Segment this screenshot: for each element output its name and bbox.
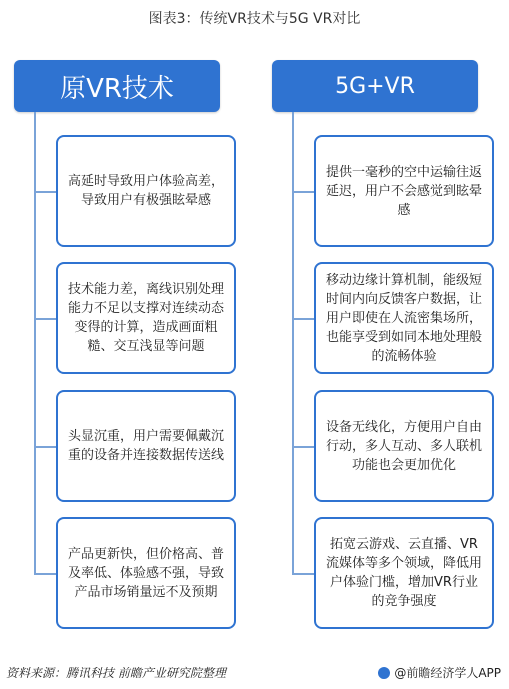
right-card-1	[314, 135, 494, 247]
right-card-text: 设备无线化，方便用户自由行动，多人互动、多人联机功能也会更加优化	[325, 419, 482, 473]
left-card-1	[56, 135, 236, 247]
left-connector-branch	[34, 446, 56, 448]
figure-title: 图表3：传统VR技术与5G VR对比	[148, 11, 361, 27]
right-connector-branch	[292, 573, 314, 575]
right-connector-branch	[292, 446, 314, 448]
left-connector-branch	[34, 573, 56, 575]
left-connector-branch	[34, 318, 56, 320]
right-connector-branch	[292, 318, 314, 320]
left-card-text: 技术能力差，离线识别处理能力不足以支撑对连续动态变得的计算，造成画面粗糙、交互浅显等问题	[67, 282, 224, 354]
right-card-2	[314, 262, 494, 374]
brand-text: @前瞻经济学人APP	[394, 666, 501, 680]
left-column-header: 原VR技术	[14, 60, 220, 112]
source-note: 资料来源：腾讯科技 前瞻产业研究院整理	[6, 666, 226, 680]
left-connector-branch	[34, 191, 56, 193]
right-card-text: 移动边缘计算机制，能级短时间内向反馈客户数据，让用户即使在人流密集场所，也能享受到如同本地处理般的流畅体验	[325, 272, 482, 364]
brand-logo-icon	[378, 667, 390, 679]
left-card-3	[56, 390, 236, 502]
left-card-text: 高延时导致用户体验高差，导致用户有极强眩晕感	[67, 174, 224, 208]
right-connector-line	[292, 112, 294, 574]
left-connector-line	[34, 112, 36, 574]
left-card-text: 产品更新快，但价格高、普及率低、体验感不强，导致产品市场销量远不及预期	[67, 546, 224, 600]
brand-credit	[378, 664, 501, 681]
right-card-4	[314, 517, 494, 629]
right-card-text: 拓宽云游戏、云直播、VR流媒体等多个领域，降低用户体验门槛，增加VR行业的竞争强度	[325, 537, 482, 609]
right-connector-branch	[292, 191, 314, 193]
right-card-text: 提供一毫秒的空中运输往返延迟，用户不会感觉到眩晕感	[325, 164, 482, 218]
right-card-3	[314, 390, 494, 502]
left-card-4	[56, 517, 236, 629]
left-card-text: 头显沉重，用户需要佩戴沉重的设备并连接数据传送线	[67, 429, 224, 463]
right-column-header: 5G+VR	[272, 60, 478, 112]
left-card-2	[56, 262, 236, 374]
